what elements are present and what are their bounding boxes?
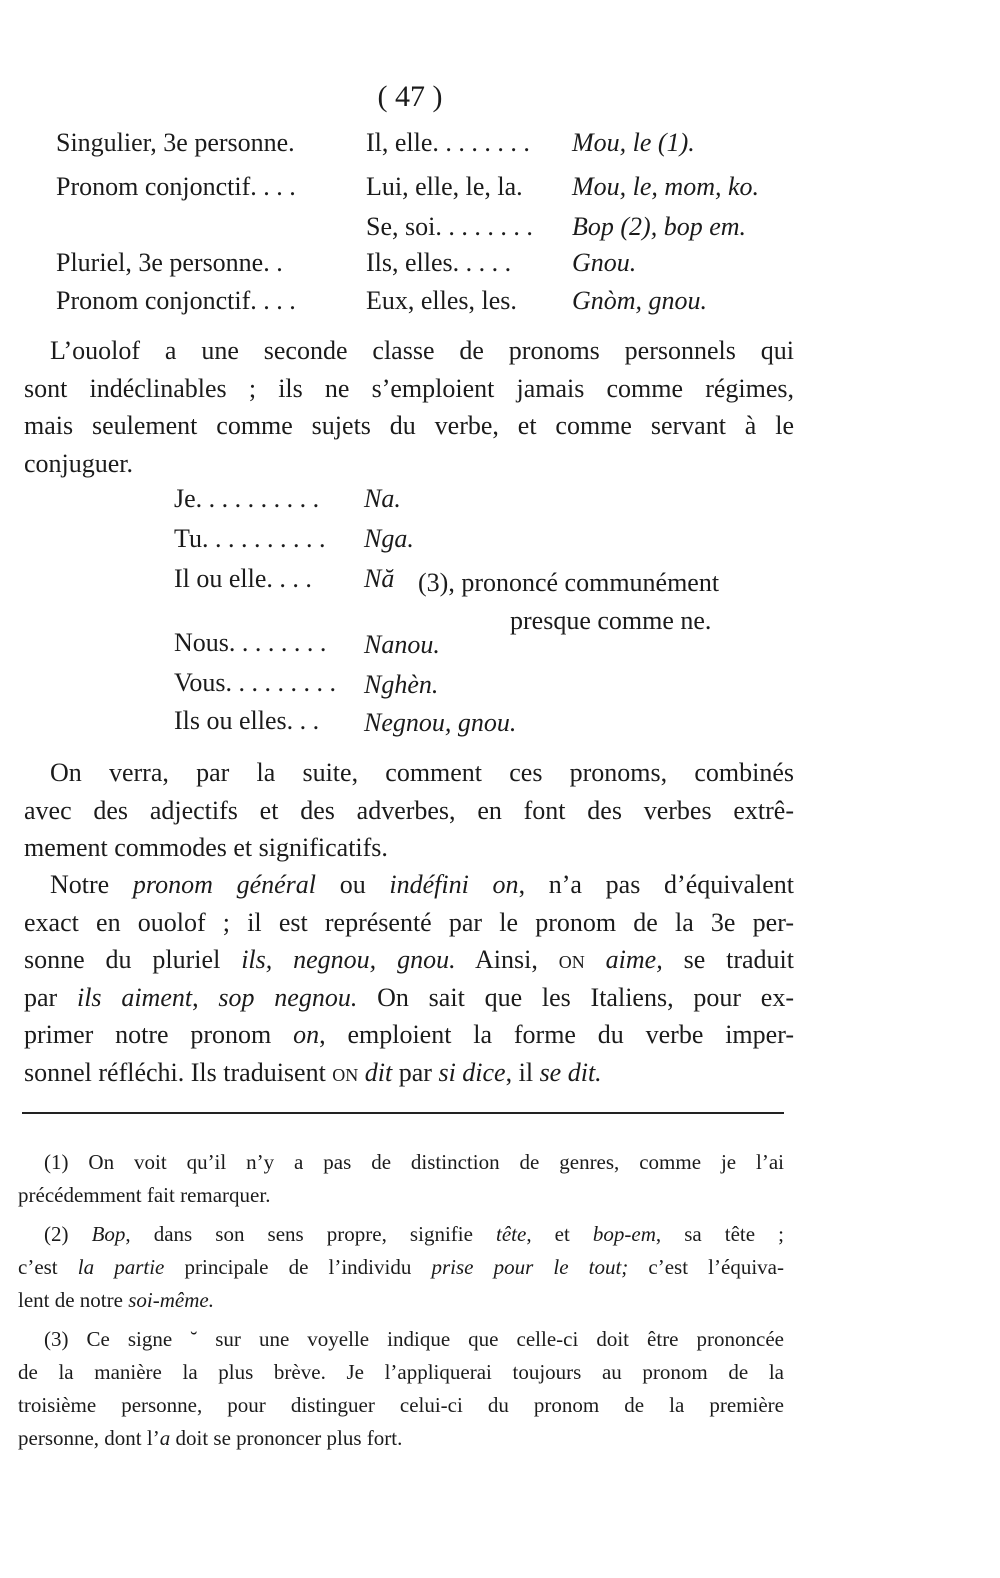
- text-line: mais seulement comme sujets du verbe, et comme servant à le: [24, 411, 794, 440]
- pronoun-french: Nous. . . . . . . .: [174, 628, 327, 657]
- table-row-ouolof: Gnou.: [572, 248, 637, 277]
- text-line: [24, 941, 794, 979]
- text-run: ils aiment: [76, 982, 193, 1012]
- text-run: doit se prononcer plus fort.: [170, 1426, 403, 1450]
- text-run: indéfini on: [389, 870, 519, 899]
- text-run: ou: [315, 870, 390, 899]
- text-run: , il: [505, 1057, 540, 1087]
- text-line: conjuguer.: [24, 448, 134, 478]
- text-line: [24, 1016, 794, 1054]
- pronoun-ouolof: Nanou.: [364, 630, 440, 659]
- text-run: a: [159, 1426, 171, 1450]
- footnote-3-line: de la manière la plus brève. Je l’appliquerai toujours au pronom de la: [18, 1360, 784, 1384]
- text-run: c’est l’équiva-: [628, 1255, 784, 1279]
- text-run: on: [293, 1020, 320, 1049]
- table-row-ouolof: Mou, le (1).: [572, 128, 695, 157]
- table-row-ouolof: Mou, le, mom, ko.: [572, 172, 760, 201]
- text-run: se dit.: [539, 1057, 602, 1087]
- footnote-2-line: [18, 1251, 784, 1284]
- paragraph-combinations: [24, 754, 794, 867]
- text-run: pronom général: [132, 870, 316, 899]
- text-run: soi-même.: [128, 1288, 214, 1312]
- text-line: [24, 1054, 794, 1092]
- text-run: (2): [44, 1222, 92, 1246]
- footnote-2-line: [18, 1284, 784, 1317]
- pronoun-ouolof: Negnou, gnou.: [364, 708, 517, 737]
- footnote-1-line: précédemment fait remarquer.: [18, 1183, 271, 1207]
- table-row-french: Ils, elles. . . . .: [366, 248, 512, 277]
- text-line: exact en ouolof ; il est représenté par le pronom de la 3e per-: [24, 907, 794, 937]
- text-line: mement commodes et significatifs.: [24, 833, 388, 862]
- table-row-label: Pronom conjonctif. . . .: [56, 286, 296, 315]
- text-run: principale de l’individu: [164, 1255, 432, 1279]
- footnote-1-line: [18, 1146, 784, 1179]
- text-line-content: (1) On voit qu’il n’y a pas de distinction de genres, comme je l’ai: [44, 1150, 784, 1174]
- text-line: [24, 754, 794, 792]
- text-run: la partie: [77, 1255, 165, 1279]
- text-line: [24, 866, 794, 904]
- table-row-french: Il, elle. . . . . . . .: [366, 128, 530, 157]
- text-run: bop-em: [592, 1222, 656, 1246]
- table-row-ouolof: Bop (2), bop em.: [572, 212, 747, 241]
- footnote-3-line: troisième personne, pour distinguer celui-ci du pronom de la première: [18, 1393, 784, 1417]
- text-run: on: [558, 945, 585, 974]
- text-run: , dans son sens propre, signifie: [125, 1222, 497, 1246]
- footnote-3-line: [18, 1323, 784, 1356]
- footnotes: [18, 1146, 784, 1455]
- text-run: , et: [526, 1222, 593, 1246]
- text-run: sonnel réfléchi. Ils traduisent: [24, 1057, 333, 1087]
- text-run: , emploient la forme du verbe imper-: [319, 1020, 794, 1049]
- text-run: si dice: [438, 1057, 506, 1087]
- text-line: sont indéclinables ; ils ne s’emploient jamais comme régimes,: [24, 373, 794, 403]
- text-run: c’est: [18, 1255, 78, 1279]
- text-run: sop negnou.: [218, 982, 358, 1012]
- text-run: aime,: [605, 945, 663, 974]
- text-run: Bop: [91, 1222, 126, 1246]
- table-row-label: Pronom conjonctif. . . .: [56, 172, 296, 201]
- pronoun-ouolof: Nghèn.: [364, 670, 439, 699]
- text-line: [24, 332, 794, 370]
- pronoun-french: Je. . . . . . . . . .: [174, 484, 320, 513]
- pronoun-french: Il ou elle. . . .: [174, 564, 312, 593]
- text-line: [24, 979, 794, 1017]
- text-run: Notre: [50, 870, 133, 899]
- text-run: personne, dont l’: [18, 1426, 160, 1450]
- footnote-divider: [22, 1112, 784, 1114]
- page-number: ( 47 ): [377, 80, 443, 113]
- text-run: par: [24, 982, 77, 1012]
- text-run: ,: [192, 982, 219, 1012]
- table-row-label: Pluriel, 3e personne. .: [56, 248, 283, 277]
- text-run: primer notre pronom: [24, 1020, 294, 1049]
- text-run: , n’a pas d’équivalent: [518, 870, 795, 899]
- text-run: On sait que les Italiens, pour ex-: [357, 982, 794, 1012]
- table-row-french: Lui, elle, le, la.: [366, 172, 523, 201]
- pronoun-french: Tu. . . . . . . . . .: [174, 524, 326, 553]
- pronoun-ouolof: Na.: [364, 484, 401, 513]
- text-run: se traduit: [662, 945, 795, 974]
- table-row-ouolof: Gnòm, gnou.: [572, 286, 708, 315]
- table-row-label: Singulier, 3e personne.: [56, 128, 295, 157]
- table-row-french: Eux, elles, les.: [366, 286, 517, 315]
- pronoun-french: Vous. . . . . . . . .: [174, 668, 337, 697]
- text-line-content: L’ouolof a une seconde classe de pronoms personnels qui: [50, 336, 794, 365]
- text-run: [585, 945, 606, 974]
- paragraph-indeclinable: [24, 332, 794, 482]
- pronoun-note: (3), prononcé communément: [418, 568, 720, 597]
- text-run: tête: [496, 1222, 527, 1246]
- text-line-content: (3) Ce signe ˘ sur une voyelle indique que celle-ci doit être prononcée: [44, 1327, 784, 1351]
- text-run: prise pour le tout;: [431, 1255, 629, 1279]
- footnote-3-line: [18, 1422, 784, 1455]
- text-run: ils, negnou, gnou.: [241, 945, 456, 974]
- footnote-2-line: [18, 1218, 784, 1251]
- text-run: sonne du pluriel: [24, 945, 242, 974]
- text-line-content: On verra, par la suite, comment ces pronoms, combinés: [50, 758, 794, 787]
- pronoun-french: Ils ou elles. . .: [174, 706, 320, 735]
- text-run: on: [332, 1057, 359, 1087]
- table-row-french: Se, soi. . . . . . . .: [366, 212, 533, 241]
- pronoun-note: presque comme ne.: [510, 606, 712, 635]
- text-run: dit: [364, 1057, 393, 1087]
- text-run: par: [392, 1057, 439, 1087]
- text-run: Ainsi,: [455, 945, 559, 974]
- pronoun-ouolof: Nga.: [364, 524, 414, 553]
- pronoun-ouolof: Nă: [364, 564, 395, 593]
- text-run: lent de notre: [18, 1288, 129, 1312]
- paragraph-indefinite-pronoun: [24, 866, 794, 1091]
- text-run: , sa tête ;: [655, 1222, 784, 1246]
- text-line: avec des adjectifs et des adverbes, en font des verbes extrê-: [24, 795, 794, 825]
